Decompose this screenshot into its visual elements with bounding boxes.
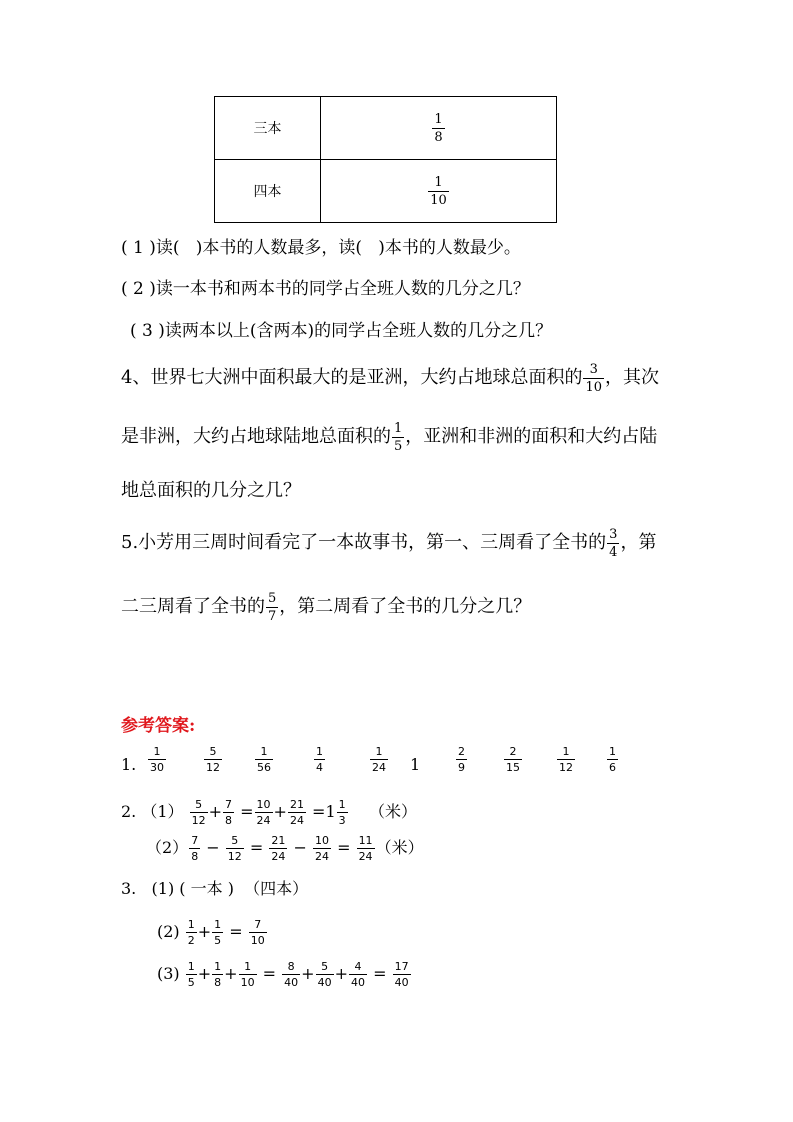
q4-text: ，亚洲和非洲的面积和大约占陆 (405, 426, 658, 447)
fraction: $\frac{11}{24}$ (358, 834, 373, 863)
fraction: $\frac{1}{30}$ (150, 745, 164, 774)
fraction: $\frac{1}{10}$ (430, 174, 447, 208)
answer-1-label: 1. (121, 755, 137, 774)
table-cell-label: 四本 (215, 160, 321, 223)
fraction: $\frac{8}{40}$ (284, 960, 299, 989)
fraction: $\frac{5}{7}$ (268, 590, 277, 624)
fraction: $\frac{1}{10}$ (240, 960, 255, 989)
fraction: $\frac{10}{24}$ (256, 798, 271, 827)
q4-line1 (121, 358, 659, 398)
answer-label: 3. (121, 879, 137, 898)
fraction: $\frac{1}{12}$ (559, 745, 573, 774)
fraction: $\frac{5}{40}$ (317, 960, 332, 989)
answer-3-line3: (3) $\frac{1}{5}$ + $\frac{1}{8}$ + $\frac{1}{10}$ = $\frac{8}{40}$ + $\frac{5}{40}$ + $\frac{4}{40}$ = $\frac{17}{40}$ (157, 960, 409, 989)
fraction: $\frac{4}{40}$ (350, 960, 365, 989)
table-cell-label: 三本 (215, 97, 321, 160)
table-cell-fraction (321, 97, 557, 160)
table-row (215, 160, 557, 223)
answer-2-line1: 2. （1） $\frac{5}{12}$ + $\frac{7}{8}$ = $\frac{10}{24}$ + $\frac{21}{24}$ =1 $\frac{1}{3}$ （米） (121, 798, 417, 827)
answer-2-line2: （2） $\frac{7}{8}$ − $\frac{5}{12}$ = $\frac{21}{24}$ − $\frac{10}{24}$ = $\frac{11}{24}$ （米） (146, 834, 424, 863)
fraction: $\frac{3}{10}$ (585, 361, 602, 395)
part-label: (3) (157, 964, 180, 983)
q4-line3: 地总面积的几分之几？ (121, 480, 301, 501)
q5-text: ，第 (620, 532, 657, 553)
part-1: (1) ( 一本 ) （四本） (151, 879, 309, 898)
q5-text: 5.小芳用三周时间看完了一本故事书，第一、三周看了全书的 (121, 532, 607, 553)
part-label: (2) (157, 922, 180, 941)
fraction: $\frac{1}{56}$ (257, 745, 271, 774)
book-fraction-table (214, 96, 557, 223)
fraction: $\frac{1}{24}$ (372, 745, 386, 774)
unit: （米） (368, 802, 417, 821)
fraction: $\frac{17}{40}$ (394, 960, 409, 989)
part-label: （1） (141, 802, 184, 821)
q5-text: ，第二周看了全书的几分之几？ (279, 596, 532, 617)
q5-text: 二三周看了全书的 (121, 596, 265, 617)
answer-3-line1 (121, 878, 308, 900)
answer-3-line2: (2) $\frac{1}{2}$ + $\frac{1}{5}$ = $\frac{7}{10}$ (157, 918, 265, 947)
q4-text: ，其次 (605, 367, 659, 388)
fraction: $\frac{2}{9}$ (458, 745, 465, 774)
answer-1-whole: 1 (410, 755, 421, 774)
q4-text: 4、世界七大洲中面积最大的是亚洲，大约占地球总面积的 (121, 367, 583, 388)
fraction: $\frac{1}{3}$ (338, 798, 346, 827)
answer-label: 2. (121, 802, 137, 821)
q3-part2: ( 2 )读一本书和两本书的同学占全班人数的几分之几？ (121, 279, 530, 299)
fraction: $\frac{7}{10}$ (250, 918, 265, 947)
q4-text: 是非洲，大约占地球陆地总面积的 (121, 426, 391, 447)
fraction: $\frac{5}{12}$ (206, 745, 220, 774)
answers-title: 参考答案: (121, 716, 196, 736)
answer-1-fractions (0, 746, 793, 782)
fraction: $\frac{1}{8}$ (214, 960, 222, 989)
fraction: $\frac{7}{8}$ (225, 798, 233, 827)
fraction: $\frac{1}{4}$ (316, 745, 323, 774)
unit: （米） (375, 838, 424, 857)
table-row (215, 97, 557, 160)
fraction: $\frac{2}{15}$ (506, 745, 520, 774)
q5-line1 (121, 523, 656, 563)
q5-line2 (121, 587, 531, 627)
fraction: $\frac{1}{5}$ (187, 960, 195, 989)
fraction: $\frac{10}{24}$ (314, 834, 329, 863)
fraction: $\frac{5}{12}$ (191, 798, 206, 827)
fraction: $\frac{1}{2}$ (187, 918, 195, 947)
fraction: $\frac{1}{5}$ (214, 918, 222, 947)
part-label: （2） (146, 838, 189, 857)
table-cell-fraction (321, 160, 557, 223)
fraction: $\frac{1}{6}$ (609, 745, 616, 774)
fraction: $\frac{3}{4}$ (609, 526, 618, 560)
q3-part3: ( 3 )读两本以上(含两本)的同学占全班人数的几分之几？ (130, 321, 553, 341)
fraction: $\frac{21}{24}$ (271, 834, 286, 863)
fraction: $\frac{21}{24}$ (289, 798, 304, 827)
fraction: $\frac{7}{8}$ (191, 834, 199, 863)
fraction: $\frac{1}{8}$ (434, 111, 443, 145)
q3-part1: ( 1 )读( )本书的人数最多，读( )本书的人数最少。 (121, 238, 521, 258)
fraction: $\frac{1}{5}$ (394, 420, 403, 454)
fraction: $\frac{5}{12}$ (227, 834, 242, 863)
q4-line2 (121, 417, 657, 457)
